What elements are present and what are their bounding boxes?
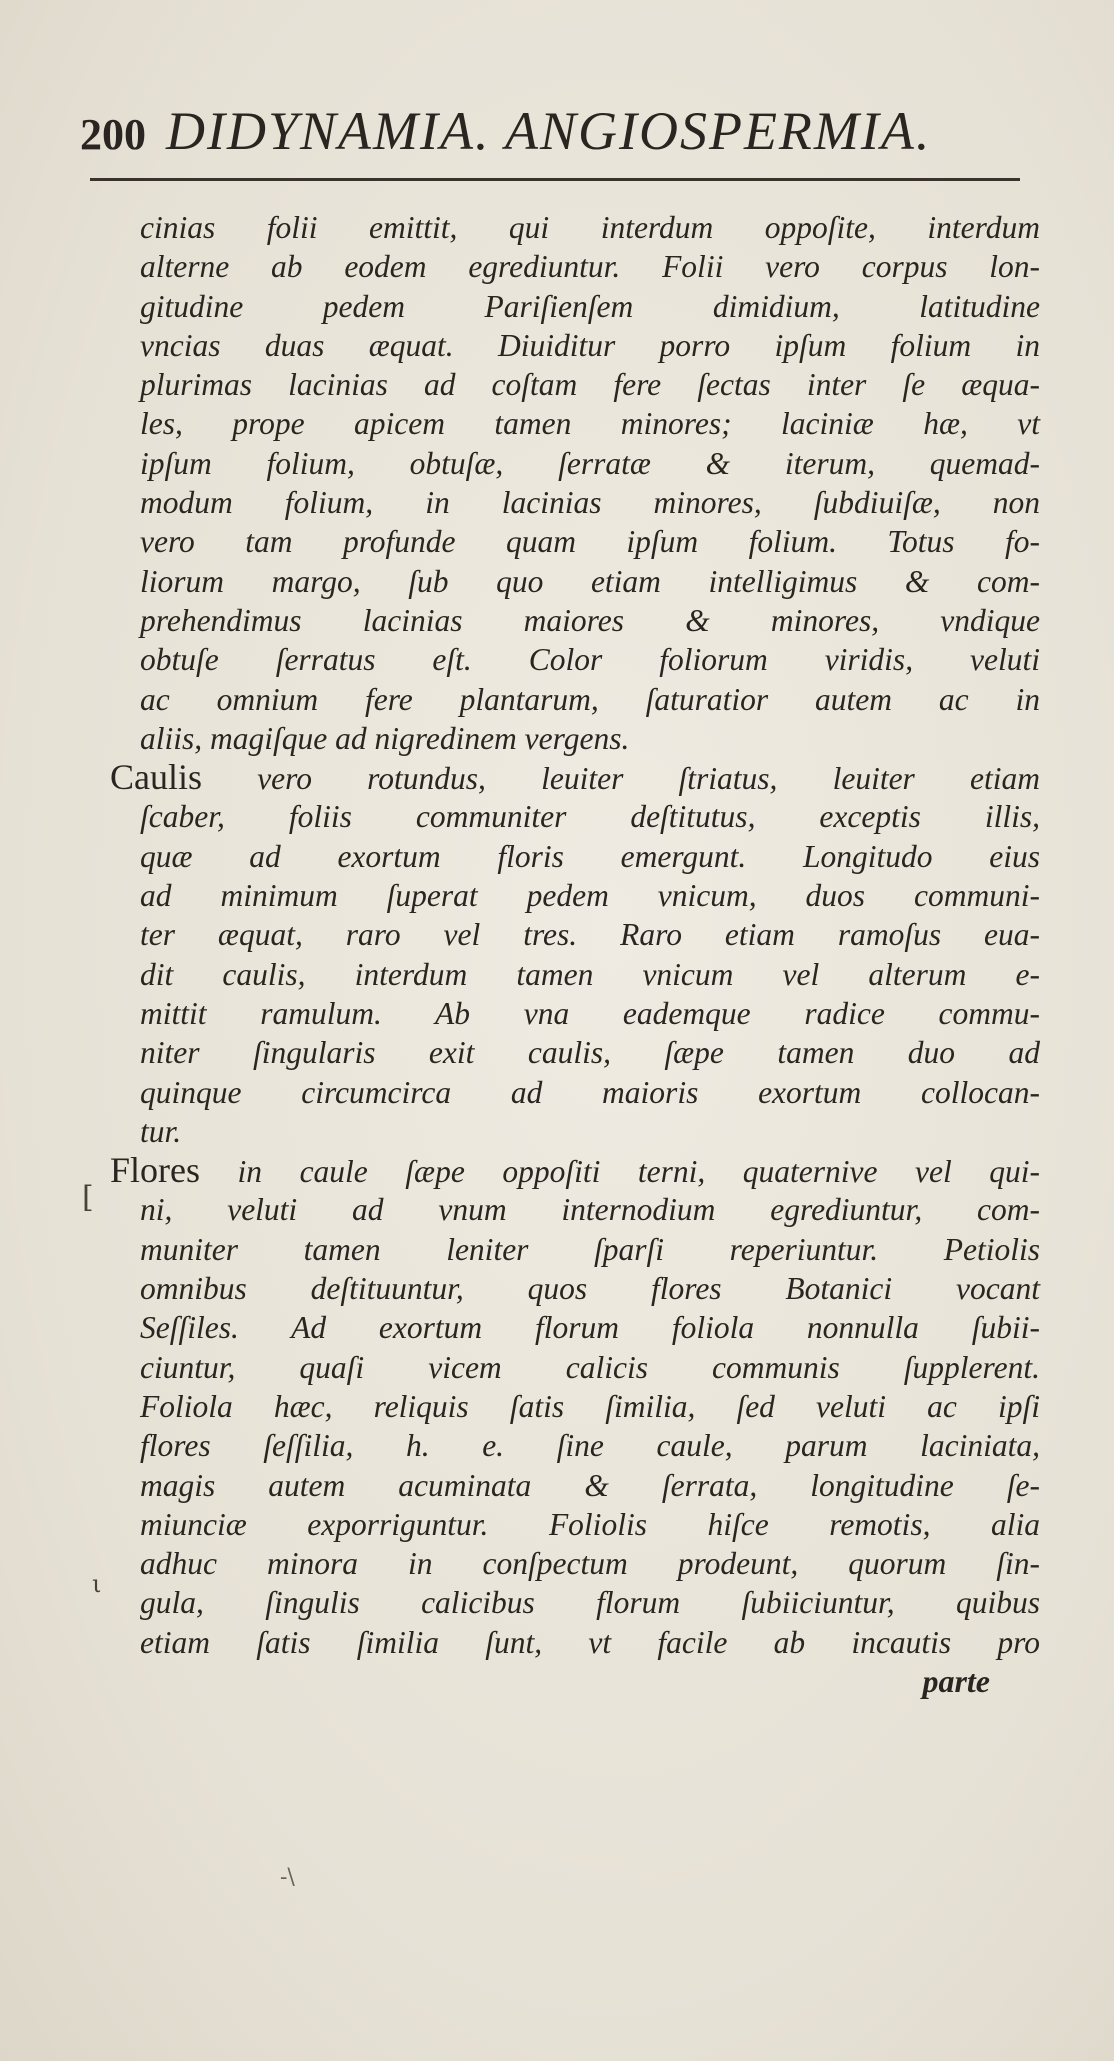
- caulis-lead-word: Caulis: [110, 757, 203, 798]
- text-line: ipſum folium, obtuſæ, ſerratæ & iterum, quemad-: [140, 445, 1040, 481]
- text-line: omnibus deſtituuntur, quos flores Botanici vocant: [140, 1271, 1040, 1307]
- text-line: muniter tamen leniter ſparſi reperiuntur. Petiolis: [140, 1231, 1040, 1267]
- text-line: ni, veluti ad vnum internodium egrediuntur, com-: [140, 1192, 1040, 1228]
- text-line: ter æquat, raro vel tres. Raro etiam ramoſus eua-: [140, 917, 1040, 953]
- text-line: ac omnium fere plantarum, ſaturatior autem ac in: [140, 681, 1040, 717]
- text-line: modum folium, in lacinias minores, ſubdiuiſæ, non: [140, 485, 1040, 521]
- running-title: DIDYNAMIA. ANGIOSPERMIA.: [166, 101, 932, 161]
- body-text: [110, 208, 1040, 1701]
- text-line: cinias folii emittit, qui interdum oppoſite, interdum: [140, 210, 1040, 245]
- margin-bracket-mark: [: [82, 1180, 94, 1215]
- text-line: tur.: [140, 1113, 182, 1149]
- flores-lead-word: Flores: [110, 1150, 200, 1191]
- text-line: miunciæ exporriguntur. Foliolis hiſce remotis, alia: [140, 1506, 1040, 1542]
- text-line: adhuc minora in conſpectum prodeunt, quorum ſin-: [140, 1546, 1040, 1582]
- text-line: vncias duas æquat. Diuiditur porro ipſum folium in: [140, 327, 1040, 363]
- text-line: prehendimus lacinias maiores & minores, vndique: [140, 602, 1040, 638]
- text-line: obtuſe ſerratus eſt. Color foliorum viridis, veluti: [140, 642, 1040, 678]
- text-line: mittit ramulum. Ab vna eademque radice commu-: [140, 995, 1040, 1031]
- text-line: magis autem acuminata & ſerrata, longitudine ſe-: [140, 1467, 1040, 1503]
- header-rule: [90, 178, 1020, 181]
- text-line: niter ſingularis exit caulis, ſæpe tamen duo ad: [140, 1035, 1040, 1071]
- text-line: quinque circumcirca ad maioris exortum collocan-: [140, 1074, 1040, 1110]
- text-line: alterne ab eodem egrediuntur. Folii vero corpus lon-: [140, 249, 1040, 285]
- text-line: quæ ad exortum floris emergunt. Longitudo eius: [140, 838, 1040, 874]
- ink-smudge: -\: [280, 1865, 295, 1890]
- flores-first-text: in caule ſæpe oppoſiti terni, quaternive vel qui-: [200, 1154, 1040, 1190]
- page-number: 200: [80, 110, 146, 159]
- text-line: Seſſiles. Ad exortum florum foliola nonnulla ſubii-: [140, 1310, 1040, 1346]
- text-line: gitudine pedem Pariſienſem dimidium, latitudine: [140, 288, 1040, 324]
- text-line: ciuntur, quaſi vicem calicis communis ſupplerent.: [140, 1349, 1040, 1385]
- text-line: plurimas lacinias ad coſtam fere ſectas inter ſe æqua-: [140, 367, 1040, 403]
- paragraph-flores-first-line: [110, 1151, 1040, 1190]
- text-line: dit caulis, interdum tamen vnicum vel alterum e-: [140, 956, 1040, 992]
- text-line: etiam ſatis ſimilia ſunt, vt facile ab incautis pro: [140, 1624, 1040, 1660]
- margin-dot-mark: ι: [92, 1570, 102, 1598]
- text-line: ad minimum ſuperat pedem vnicum, duos communi-: [140, 878, 1040, 914]
- text-line: aliis, magiſque ad nigredinem vergens.: [140, 720, 630, 756]
- text-line: flores ſeſſilia, h. e. ſine caule, parum laciniata,: [140, 1428, 1040, 1464]
- paragraph-caulis-first-line: [110, 758, 1040, 797]
- page-header: [80, 100, 1020, 162]
- catchword: parte: [922, 1662, 990, 1699]
- text-line: gula, ſingulis calicibus florum ſubiiciuntur, quibus: [140, 1585, 1040, 1621]
- text-line: liorum margo, ſub quo etiam intelligimus & com-: [140, 563, 1040, 599]
- text-line: vero tam profunde quam ipſum folium. Totus fo-: [140, 524, 1040, 560]
- text-line: ſcaber, foliis communiter deſtitutus, exceptis illis,: [140, 799, 1040, 835]
- caulis-first-text: vero rotundus, leuiter ſtriatus, leuiter etiam: [202, 761, 1040, 797]
- text-line: les, prope apicem tamen minores; laciniæ hæ, vt: [140, 406, 1040, 442]
- text-line: Foliola hæc, reliquis ſatis ſimilia, ſed veluti ac ipſi: [140, 1388, 1040, 1424]
